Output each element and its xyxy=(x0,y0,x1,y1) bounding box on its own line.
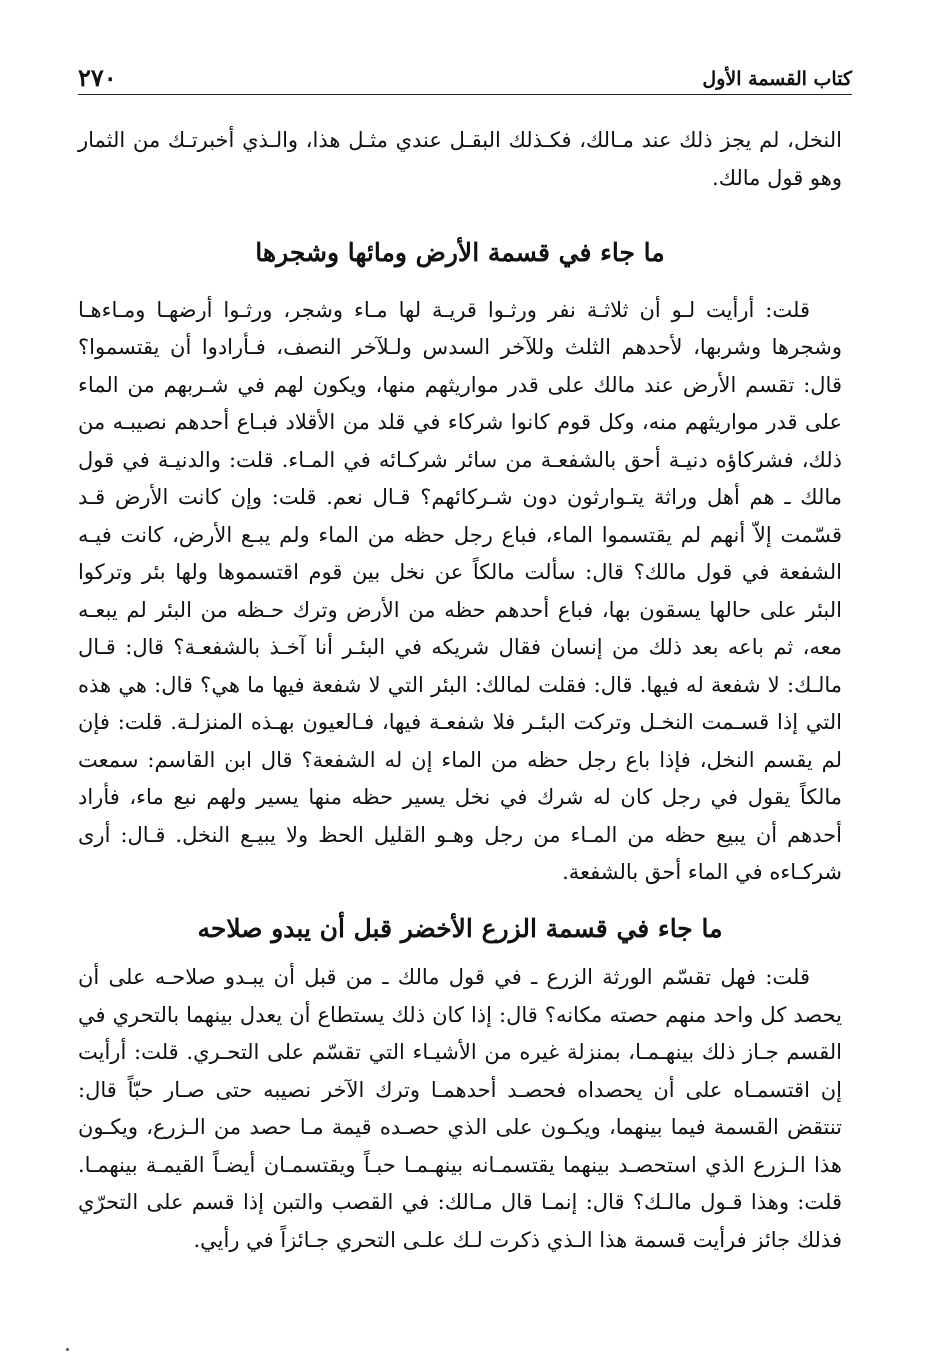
running-header xyxy=(78,56,852,95)
scan-speck xyxy=(66,1348,69,1351)
section-paragraph-green-crop: قلت: فهل تقسّم الورثة الزرع ـ في قول مالك ـ من قبل أن يبـدو صلاحـه على أن يحصد كل واحد منهم حصته مكانه؟ قال: إذا كان ذلك يستطاع أن يعدل بينهما بالتحري في القسم جـاز ذلك بينهـمـا، بمنزلة غيره من الأشيـاء التي تقسّم على التحـري. قلت: أرأيت إن اقتسمـاه على أن يحصداه فحصـد أحدهمـا وترك الآخر نصيبه حتى صـار حبّاً قال: تنتقض القسمة فيما بينهما، ويكـون على الذي حصـده قيمة مـا حصد من الـزرع، ويكـون هذا الـزرع الذي استحصـد بينهما يقتسمـانه بينهـمـا حبـاً ويقتسمـان أيضـاً القيمـة بينهمـا. قلت: وهذا قـول مالـك؟ قال: إنمـا قال مـالك: في القصب والتبن إذا قسم على التحرّي فذلك جائز فرأيت قسمة هذا الـذي ذكرت لـك علـى التحري جـائزاً في رأيي. xyxy=(78,965,842,1252)
section-paragraph-land-water-trees: قلت: أرأيت لـو أن ثلاثـة نفر ورثـوا قريـة لها مـاء وشجر، ورثـوا أرضهـا ومـاءهـا وشجرها وشربها، لأحدهم الثلث وللآخر السدس ولـلآخر النصف، فـأرادوا أن يقتسموا؟ قال: تقسم الأرض عند مالك على قدر مواريثهم منها، ويكون لهم في شـربهم من الماء على قدر مواريثهم منه، وكل قوم كانوا شركاء في قلد من الأقلاد فبـاع أحدهم نصيبـه من ذلك، فشركاؤه دنيـة أحق بالشفعـة من سائر شركـائه في المـاء. قلت: والدنيـة في قول مالك ـ هم أهل وراثة يتـوارثون دون شـركائهم؟ قـال نعم. قلت: وإن كانت الأرض قـد قسّمت إلاّ أنهم لم يقتسموا الماء، فباع رجل حظه من الماء ولم يبـع الأرض، كانت فيـه الشفعة في قول مالك؟ قال: سألت مالكاً عن نخل بين قوم اقتسموها ولها بئر وتركوا البئر على حالها يسقون بها، فباع أحدهم حظه من الأرض وترك حـظه من البئر لم يبعـه معه، ثم باعه بعد ذلك من إنسان فقال شريكه في البئـر أنا آخـذ بالشفعـة؟ قال: قـال مالـك: لا شفعة له فيها. قال: فقلت لمالك: البئر التي لا شفعة فيها ما هي؟ قال: هي هذه التي إذا قسـمت النخـل وتركت البئـر فلا شفعـة فيها، فـالعيون بهـذه المنزلـة. قلت: فإن لم يقسم النخل، فإذا باع رجل حظه من الماء إن له الشفعة؟ قال ابن القاسم: سمعت مالكاً يقول في رجل كان له شرك في نخل يسير حظه منها يسير ولهم نبع ماء، فأراد أحدهم أن يبيع حظه من المـاء من رجل وهـو القليل الحظ ولا يبيـع النخل. قـال: أرى شركـاءه في الماء أحق بالشفعة. xyxy=(78,297,842,884)
section-heading-green-crop: ما جاء في قسمة الزرع الأخضر قبل أن يبدو صلاحه xyxy=(197,913,723,943)
body-text xyxy=(78,122,842,1259)
book-title: كتاب القسمة الأول xyxy=(702,68,852,90)
intro-paragraph: النخل، لم يجز ذلك عند مـالك، فكـذلك البقـل عندي مثـل هذا، والـذي أخبرتـك من الثمار وهو قول مالك. xyxy=(78,128,842,190)
page-number: ٢٧٠ xyxy=(78,63,117,92)
section-heading-land-water-trees: ما جاء في قسمة الأرض ومائها وشجرها xyxy=(255,238,665,267)
